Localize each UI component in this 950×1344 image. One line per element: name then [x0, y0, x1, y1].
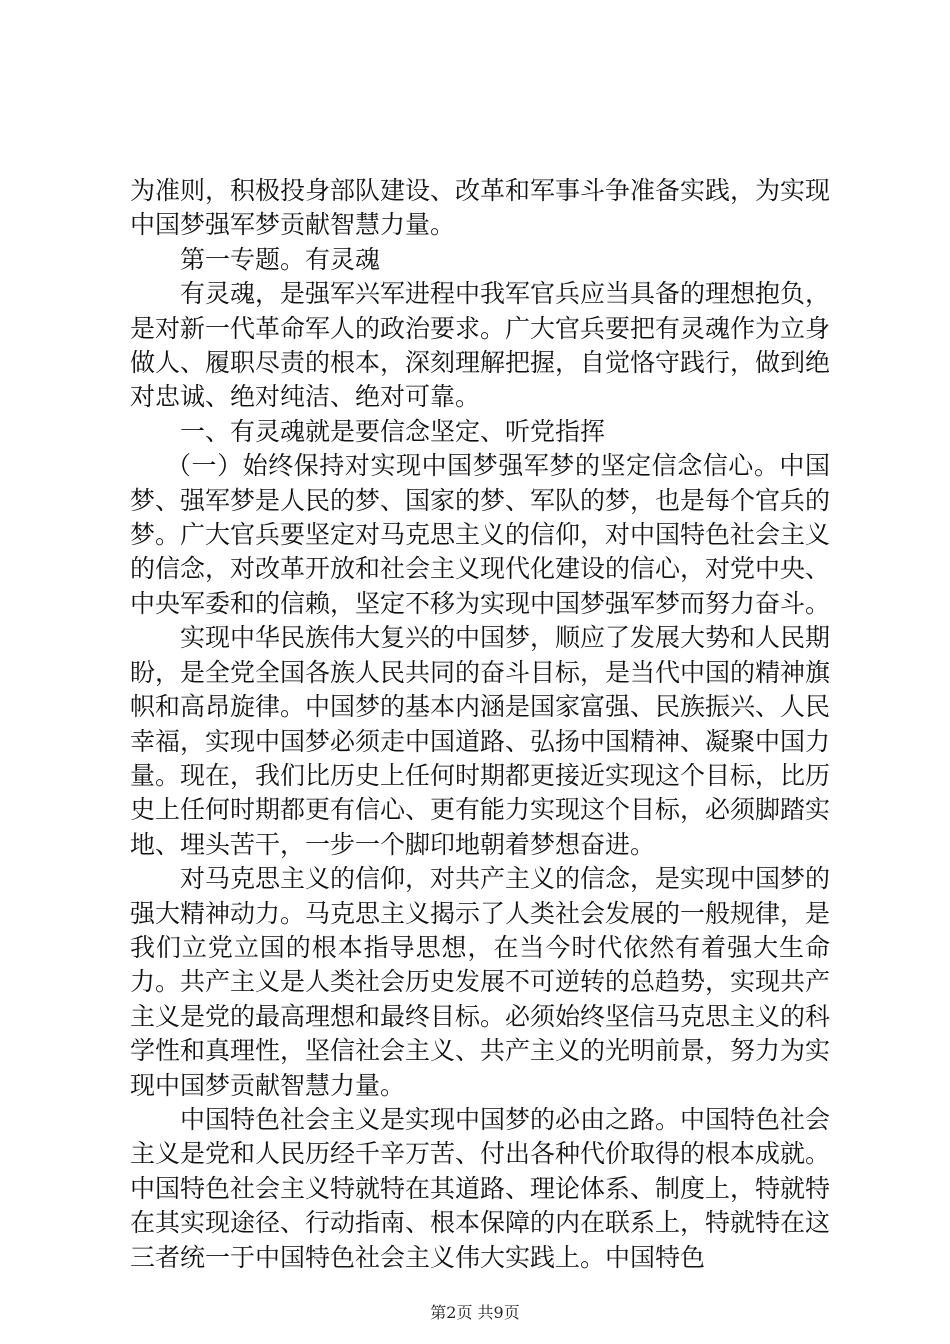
paragraph: 有灵魂，是强军兴军进程中我军官兵应当具备的理想抱负，是对新一代革命军人的政治要求。广大官兵要把有灵魂作为立身做人、履职尽责的根本，深刻理解把握，自觉恪守践行，做到绝对忠诚、绝对纯洁、绝对可靠。 [130, 279, 831, 412]
document-body [130, 174, 830, 1275]
section-heading: 第一专题。有灵魂 [180, 244, 381, 274]
paragraph: 实现中华民族伟大复兴的中国梦，顺应了发展大势和人民期盼，是全党全国各族人民共同的奋斗目标，是当代中国的精神旗帜和高昂旋律。中国梦的基本内涵是国家富强、民族振兴、人民幸福，实现中国梦必须走中国道路、弘扬中国精神、凝聚中国力量。现在，我们比历史上任何时期都更接近实现这个目标，比历史上任何时期都更有信心、更有能力实现这个目标，必须脚踏实地、埋头苦干，一步一个脚印地朝着梦想奋进。 [130, 623, 831, 859]
paragraph: 对马克思主义的信仰，对共产主义的信念，是实现中国梦的强大精神动力。马克思主义揭示了人类社会发展的一般规律，是我们立党立国的根本指导思想，在当今时代依然有着强大生命力。共产主义是人类社会历史发展不可逆转的总趋势，实现共产主义是党的最高理想和最终目标。必须始终坚信马克思主义的科学性和真理性，坚信社会主义、共产主义的光明前景，努力为实现中国梦贡献智慧力量。 [130, 864, 831, 1100]
paragraph: （一）始终保持对实现中国梦强军梦的坚定信念信心。中国梦、强军梦是人民的梦、国家的梦、军队的梦，也是每个官兵的梦。广大官兵要坚定对马克思主义的信仰，对中国特色社会主义的信念，对改革开放和社会主义现代化建设的信心，对党中央、中央军委和的信赖，坚定不移为实现中国梦强军梦而努力奋斗。 [130, 451, 831, 618]
page-number-footer: 第2页 共9页 [430, 1303, 520, 1322]
paragraph: 为准则，积极投身部队建设、改革和军事斗争准备实践，为实现中国梦强军梦贡献智慧力量。 [130, 176, 831, 240]
subsection-heading: 一、有灵魂就是要信念坚定、听党指挥 [180, 416, 606, 446]
paragraph: 中国特色社会主义是实现中国梦的必由之路。中国特色社会主义是党和人民历经千辛万苦、付出各种代价取得的根本成就。中国特色社会主义特就特在其道路、理论体系、制度上，特就特在其实现途径、行动指南、根本保障的内在联系上，特就特在这三者统一于中国特色社会主义伟大实践上。中国特色 [130, 1104, 831, 1272]
